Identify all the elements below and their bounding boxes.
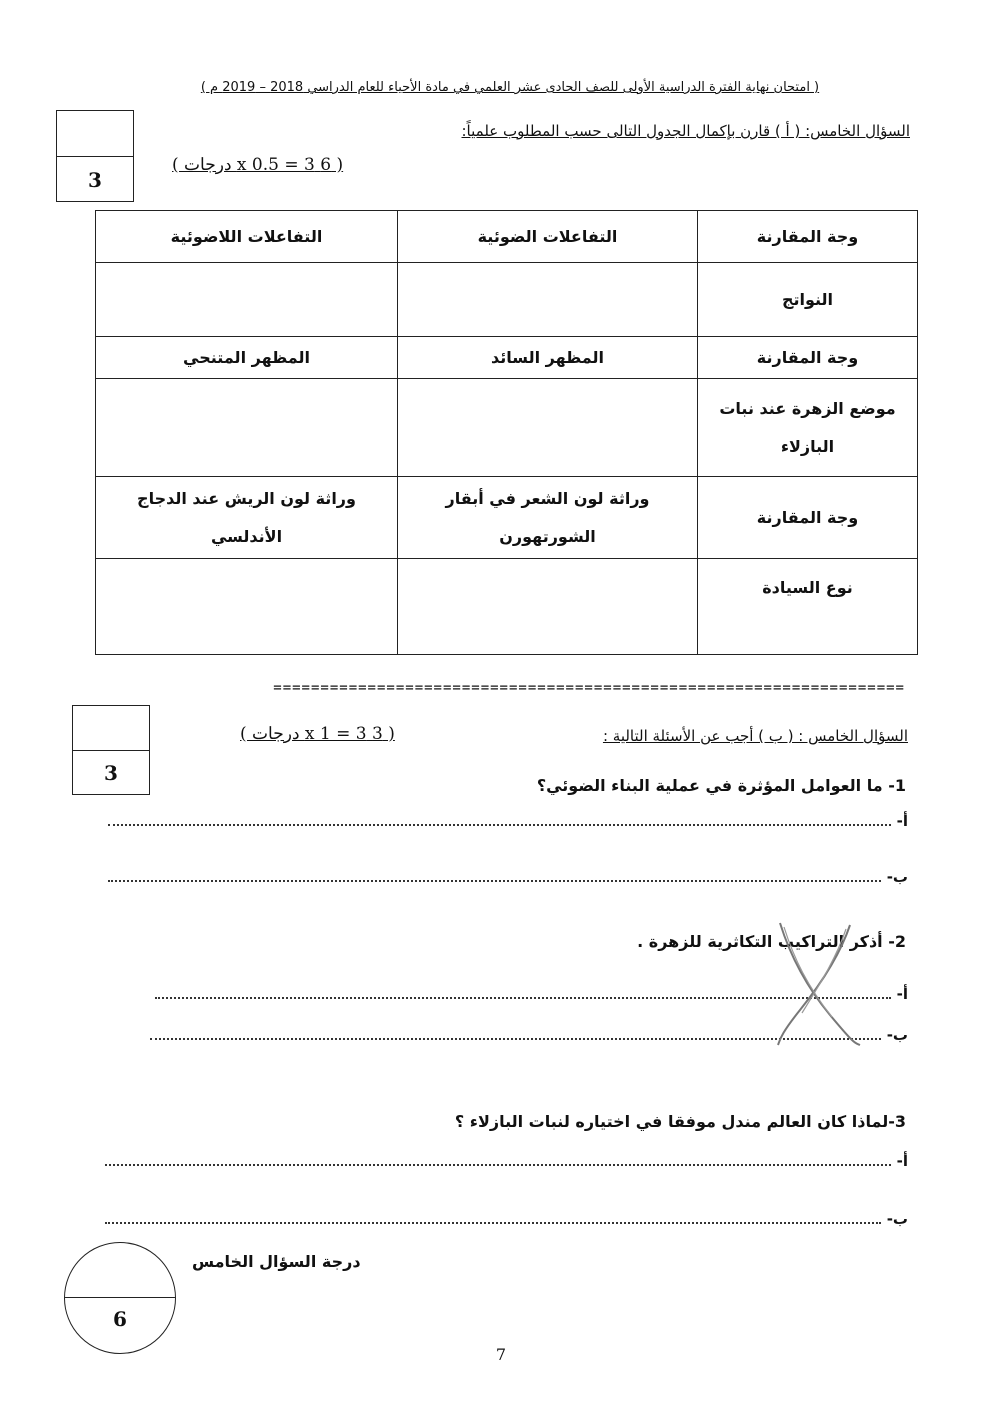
aspect-cell: النواتج: [698, 263, 918, 337]
col2-cell: المظهر المتنحي: [96, 337, 398, 379]
exam-header: ( امتحان نهاية الفترة الدراسية الأولى للصف الحادى عشر العلمي في مادة الأحياء للعام الدراسي 2018 – 2019 م ): [200, 80, 820, 95]
col1-answer-cell[interactable]: [398, 263, 698, 337]
part-b-score-value: 3: [104, 761, 118, 785]
answer-label: أ-: [896, 812, 908, 830]
col2-cell: وراثة لون الريش عند الدجاج الأندلسي: [96, 477, 398, 559]
table-row: [96, 337, 918, 379]
answer-line[interactable]: [108, 868, 908, 886]
table-row: [96, 211, 918, 263]
part-a-score-box: [56, 110, 134, 202]
part-b-title: السؤال الخامس : ( ب ) أجب عن الأسئلة التالية :: [602, 727, 908, 745]
aspect-cell: وجة المقارنة: [698, 211, 918, 263]
dotted-line: [105, 1163, 891, 1166]
answer-line[interactable]: [105, 1152, 908, 1170]
part-a-title: السؤال الخامس: ( أ ) قارن بإكمال الجدول التالى حسب المطلوب علمياً:: [461, 122, 910, 140]
aspect-cell: وجة المقارنة: [698, 477, 918, 559]
question-3: 3-لماذا كان العالم مندل موفقا في اختياره لنبات البازلاء ؟: [454, 1112, 906, 1131]
question-2: 2- أذكر التراكيب التكاثرية للزهرة .: [637, 932, 906, 951]
answer-label: ب-: [886, 868, 908, 886]
score-box-blank: [57, 111, 133, 157]
aspect-cell: نوع السيادة: [698, 559, 918, 655]
col2-answer-cell[interactable]: [96, 379, 398, 477]
answer-label: أ-: [896, 1152, 908, 1170]
aspect-cell: موضع الزهرة عند نبات البازلاء: [698, 379, 918, 477]
col2-answer-cell[interactable]: [96, 559, 398, 655]
answer-label: ب-: [886, 1026, 908, 1044]
part-a-marks: ( 6 x 0.5 = 3 درجات ): [172, 155, 344, 175]
dotted-line: [105, 1221, 881, 1224]
table-row: [96, 263, 918, 337]
answer-label: أ-: [896, 985, 908, 1003]
part-b-marks: ( 3 x 1 = 3 درجات ): [240, 724, 395, 744]
col2-answer-cell[interactable]: [96, 263, 398, 337]
col1-answer-cell[interactable]: [398, 559, 698, 655]
dotted-line: [108, 823, 891, 826]
cross-out-mark-icon: [760, 915, 870, 1050]
part-a-score-value: 3: [88, 167, 102, 192]
comparison-table: [95, 210, 918, 655]
col2-cell: التفاعلات اللاضوئية: [96, 211, 398, 263]
table-row: [96, 379, 918, 477]
table-row: [96, 477, 918, 559]
aspect-cell: وجة المقارنة: [698, 337, 918, 379]
score-box-blank: [73, 706, 149, 751]
col1-cell: المظهر السائد: [398, 337, 698, 379]
col1-cell: التفاعلات الضوئية: [398, 211, 698, 263]
total-grade-circle: [64, 1242, 176, 1354]
col1-answer-cell[interactable]: [398, 379, 698, 477]
answer-label: ب-: [886, 1210, 908, 1228]
dotted-line: [108, 879, 881, 882]
answer-line[interactable]: [105, 1210, 908, 1228]
col1-cell: وراثة لون الشعر في أبقار الشورتهورن: [398, 477, 698, 559]
part-b-score-box: [72, 705, 150, 795]
total-grade-value: 6: [113, 1307, 127, 1331]
section-separator: ===================================================================: [273, 680, 905, 696]
total-grade-label: درجة السؤال الخامس: [192, 1252, 361, 1271]
circle-divider: [65, 1297, 175, 1298]
table-row: [96, 559, 918, 655]
question-1: 1- ما العوامل المؤثرة في عملية البناء الضوئي؟: [536, 776, 906, 795]
answer-line[interactable]: [108, 812, 908, 830]
page-number: 7: [495, 1345, 507, 1364]
